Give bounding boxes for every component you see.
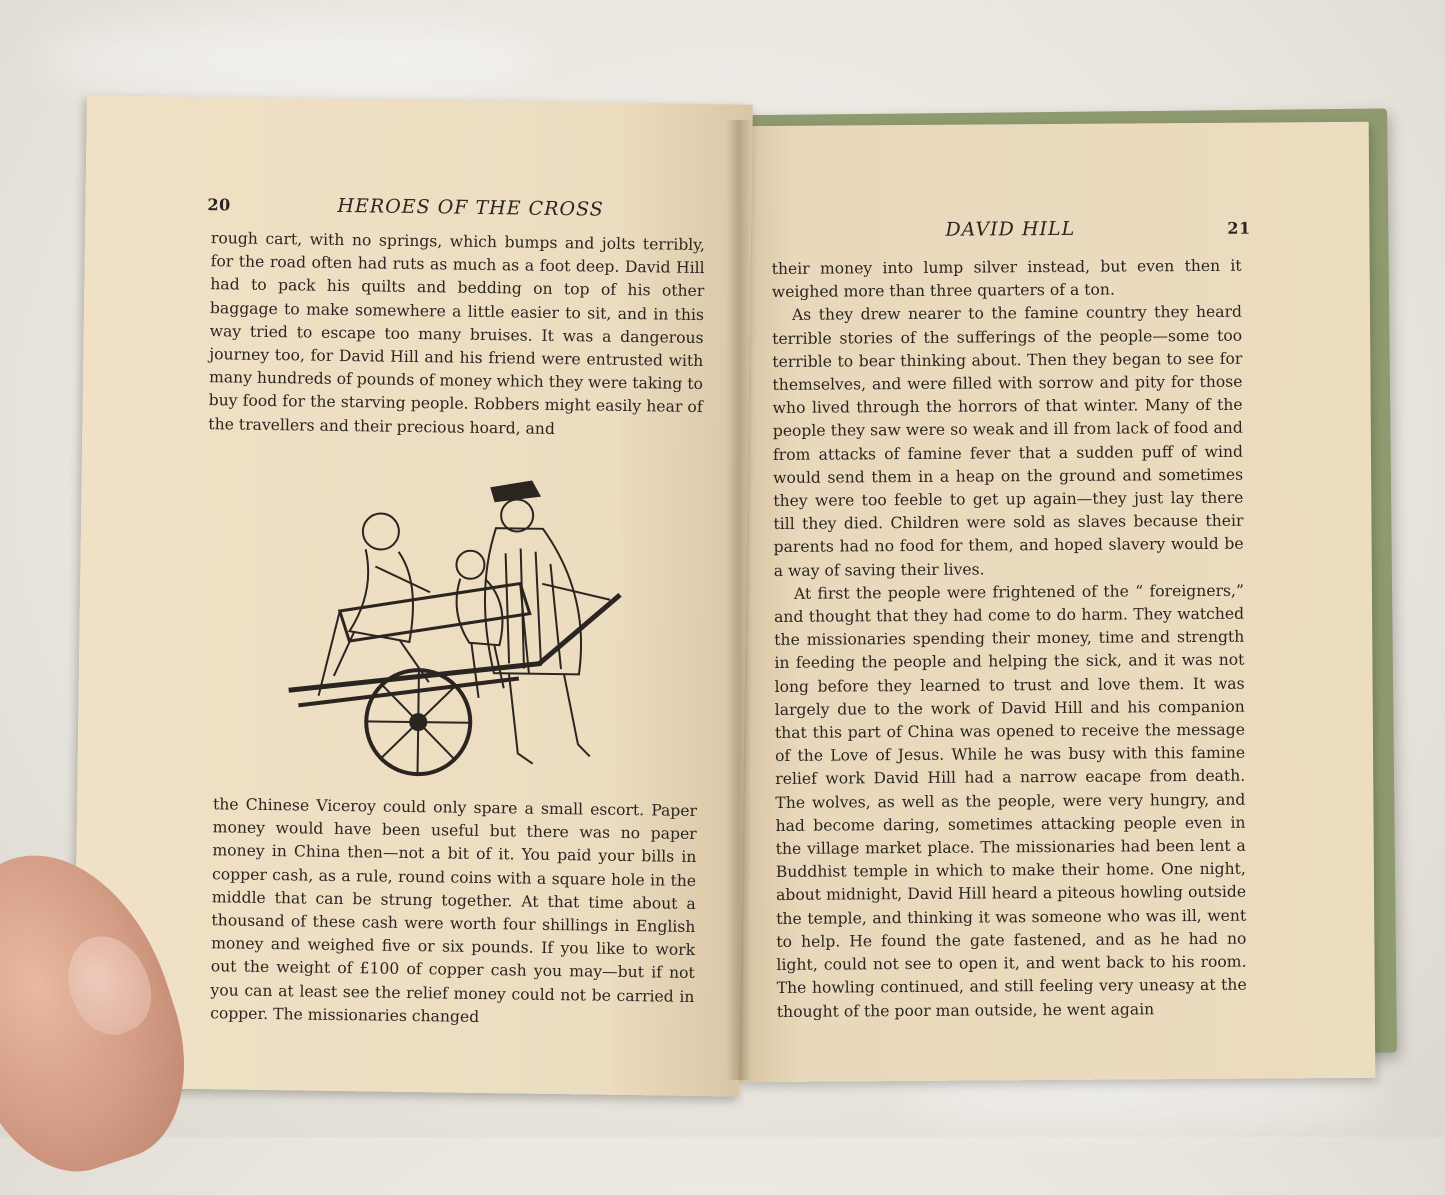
wheelbarrow-illustration (277, 470, 641, 795)
right-page (733, 122, 1376, 1082)
left-text-block-bottom (210, 793, 697, 1032)
paragraph: the Chinese Viceroy could only spare a small escort. Paper money would have been useful but there was no paper money in China then—not a bit of it. You paid your bills in copper cash, as a rule, round coins with a square hole in the middle that can be strung together. At that time about a thousand of these cash were worth four shillings in English money and weighed five or six pounds. If you like to work out the weight of £100 of copper cash you may—but if not you can at least see the relief money could not be carried in copper. The missionaries changed (210, 795, 698, 1026)
right-text-block (772, 255, 1247, 1024)
paragraph: As they drew nearer to the famine country they heard terrible stories of the sufferings of the people—some too terrible to bear thinking about. Then they began to see for themselves, and were filled with sorrow and pity for those who lived through the horrors of that winter. Many of the people they saw were so weak and ill from lack of food and from attacks of famine fever that a sudden puff of wind would send them in a heap on the ground and sometimes they were too feeble to get up again—they just lay there till they died. Children were sold as slaves because their parents had no food for them, and hoped slavery would be a way of saving their lives. (772, 303, 1244, 580)
running-head-left: HEROES OF THE CROSS (337, 194, 604, 221)
page-number-right: 21 (1227, 218, 1251, 238)
running-head-right: DAVID HILL (945, 217, 1076, 241)
left-text-block-top (208, 227, 705, 443)
paragraph: rough cart, with no springs, which bumps and jolts terribly, for the road often had ruts as much as a foot deep. David Hill had to pack his quilts and bedding on top of his other baggage to make somewhere a little easier to sit, and in this way tried to escape too many bruises. It was a dangerous journey too, for David Hill and his friend were entrusted with many hundreds of pounds of money which they were taking to buy food for the starving people. Robbers might easily hear of the travellers and their precious hoard, and (208, 229, 706, 438)
paragraph: their money into lump silver instead, but even then it weighed more than three quarters of a ton. (771, 256, 1242, 302)
gutter-shadow (726, 120, 752, 1080)
left-page (73, 95, 753, 1096)
cloth-highlight (40, 20, 540, 100)
paragraph: At first the people were frightened of the “ foreigners,” and thought that they had come to do harm. They watched the missionaries spending their money, time and strength in feeding the people and helping the sick, and it was not long before they learned to trust and love them. It was largely due to the work of David Hill and his companion that this part of China was opened to receive the message of the Love of Jesus. While he was busy with this famine relief work David Hill had a narrow eacape from death. The wolves, as well as the people, were very hungry, and had become daring, sometimes attacking people even in the village market place. The missionaries had been lent a Buddhist temple in which to make their home. One night, about midnight, David Hill heard a piteous howling outside the temple, and thinking it was someone who was ill, went to help. He found the gate fastened, and as he had no light, could not see to open it, and went back to his room. The howling continued, and still feeling very uneasy at the thought of the poor man outside, he went again (774, 581, 1247, 1021)
page-number-left: 20 (207, 195, 231, 215)
